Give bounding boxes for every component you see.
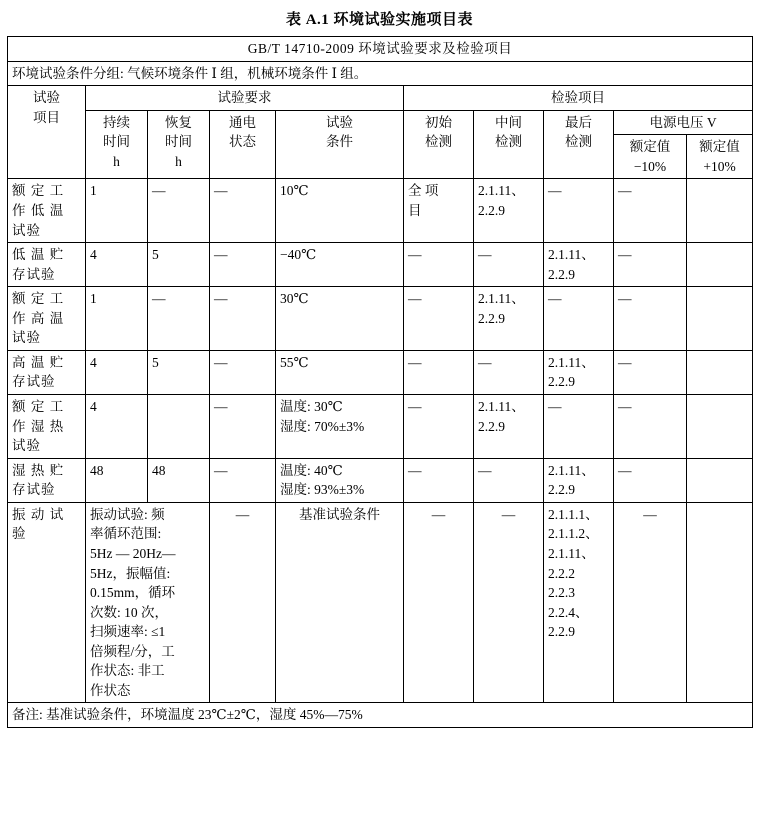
row-recovery [148, 395, 210, 459]
row-test-condition-line: 10℃ [280, 183, 309, 199]
row-vibration-line: 扫频速率: ≤1 [90, 624, 166, 640]
row-final-line: 2.1.11、 [548, 354, 595, 370]
row-middle-check [474, 287, 544, 351]
row-final-line: — [548, 291, 562, 307]
row-final-line: 2.2.4、 [548, 604, 589, 620]
row-initial-line: — [408, 291, 422, 307]
table-caption: 表 A.1 环境试验实施项目表 [285, 12, 474, 28]
row-item-line: 高 温 贮 [12, 354, 65, 370]
row-item-line: 存试验 [12, 266, 56, 282]
row-middle-line: 2.1.11、 [478, 399, 525, 414]
header-voltage-plus-line1: 额定值 [699, 139, 740, 155]
row-voltage-plus [687, 243, 753, 287]
row-voltage-plus [687, 502, 753, 703]
row-final-check [544, 458, 614, 502]
table-row [8, 350, 753, 394]
header-initial-check [404, 110, 474, 179]
row-initial-check [404, 179, 474, 243]
row-middle-line: — [478, 247, 492, 263]
row-item-line: 试验 [12, 330, 41, 346]
row-middle-line: 2.1.11、 [478, 183, 525, 199]
row-test-condition [276, 287, 404, 351]
header-row-1 [8, 86, 753, 111]
row-test-condition-line: 湿度: 93%±3% [280, 482, 365, 498]
header-voltage-minus-line1: 额定值 [629, 139, 671, 155]
row-item-line: 试验 [12, 222, 41, 238]
header-initial-check-line1: 初始 [425, 114, 452, 130]
header-test-item-line1: 试验 [33, 90, 60, 106]
row-item [8, 179, 86, 243]
row-initial-line: — [408, 354, 422, 370]
row-middle-check [474, 395, 544, 459]
row-final-line: 2.2.9 [548, 374, 575, 390]
header-power-state-line2: 状态 [229, 134, 256, 150]
row-item [8, 287, 86, 351]
row-initial-line: — [408, 399, 422, 414]
row-recovery: — [148, 179, 210, 243]
row-vibration-line: 率循环范围: [90, 526, 162, 542]
row-item-line: 作 湿 热 [12, 418, 65, 434]
row-test-condition-line: 温度: 40℃ [280, 462, 343, 478]
header-row-2 [8, 110, 753, 135]
row-item-line: 试验 [12, 438, 41, 454]
row-initial-check [404, 350, 474, 394]
row-middle-check [474, 458, 544, 502]
row-final-check [544, 179, 614, 243]
row-middle-line: — [478, 462, 492, 478]
row-item-line: 存试验 [12, 482, 56, 498]
table-row [8, 243, 753, 287]
row-vibration-line: 作状态: 非工 [90, 663, 165, 679]
table-row [8, 395, 753, 459]
header-duration [86, 110, 148, 179]
row-middle-line: 2.2.9 [478, 202, 505, 218]
header-test-condition-line1: 试验 [326, 114, 353, 130]
row-vibration-line: 5Hz，振幅值: [90, 565, 171, 581]
row-initial-check: — [404, 502, 474, 703]
row-vibration-line: 0.15mm，循环 [90, 585, 176, 601]
header-voltage-plus-line2: +10% [703, 158, 736, 174]
row-test-condition: 基准试验条件 [276, 502, 404, 703]
row-test-condition [276, 395, 404, 459]
row-final-line: 2.1.1.1、 [548, 506, 599, 522]
row-power-state: — [210, 458, 276, 502]
table-title: GB/T 14710-2009 环境试验要求及检验项目 [8, 37, 753, 62]
row-recovery: 48 [148, 458, 210, 502]
row-middle-line: 2.2.9 [478, 310, 505, 326]
header-power-state [210, 110, 276, 179]
row-duration: 4 [86, 243, 148, 287]
row-item-line: 存试验 [12, 374, 56, 390]
header-duration-unit: h [113, 153, 120, 169]
header-voltage-minus-line2: −10% [633, 158, 667, 174]
header-middle-check [474, 110, 544, 179]
row-vibration-line: 5Hz — 20Hz— [90, 545, 176, 561]
row-final-line: 2.1.11、 [548, 545, 595, 561]
row-initial-check [404, 395, 474, 459]
row-test-condition [276, 350, 404, 394]
header-recovery [148, 110, 210, 179]
row-duration: 4 [86, 350, 148, 394]
row-test-condition-line: 55℃ [280, 354, 309, 370]
row-vibration-parameters [86, 502, 210, 703]
row-item-line: 振 动 试 [12, 506, 65, 522]
row-vibration-line: 次数: 10 次， [90, 604, 169, 620]
table-row [8, 179, 753, 243]
table-row [8, 287, 753, 351]
row-item-line: 作 低 温 [12, 202, 65, 218]
header-middle-check-line1: 中间 [495, 114, 522, 130]
header-duration-line1: 持续 [103, 114, 130, 130]
row-voltage-plus [687, 179, 753, 243]
row-final-check [544, 395, 614, 459]
row-final-line: 2.1.11、 [548, 462, 595, 478]
row-vibration-line: 倍频程/分，工 [90, 643, 175, 659]
row-middle-check [474, 179, 544, 243]
row-initial-check [404, 243, 474, 287]
row-recovery: — [148, 287, 210, 351]
row-item [8, 458, 86, 502]
row-middle-line: — [478, 354, 492, 370]
row-initial-check [404, 287, 474, 351]
environmental-test-table [7, 36, 753, 728]
row-duration: 4 [86, 395, 148, 459]
header-recovery-line2: 时间 [165, 134, 192, 150]
row-initial-line: — [408, 462, 422, 478]
row-test-condition-line: 30℃ [280, 291, 309, 307]
row-final-line: 2.2.9 [548, 266, 575, 282]
row-final-line: 2.2.9 [548, 482, 575, 498]
row-vibration-line: 作状态 [90, 682, 131, 698]
row-voltage-minus: — [614, 395, 687, 459]
row-item [8, 502, 86, 703]
header-middle-check-line2: 检测 [495, 134, 522, 150]
row-voltage-minus: — [614, 458, 687, 502]
header-test-item [8, 86, 86, 179]
row-voltage-minus: — [614, 350, 687, 394]
row-voltage-minus: — [614, 287, 687, 351]
row-test-condition [276, 458, 404, 502]
row-item-line: 验 [12, 526, 27, 542]
row-item [8, 350, 86, 394]
header-test-requirements: 试验要求 [86, 86, 404, 111]
row-item-line: 额 定 工 [12, 399, 65, 414]
row-recovery: 5 [148, 350, 210, 394]
row-voltage-minus: — [614, 179, 687, 243]
row-initial-line: — [408, 247, 422, 263]
row-power-state: — [210, 350, 276, 394]
row-initial-check [404, 458, 474, 502]
header-test-item-line2: 项目 [33, 109, 60, 125]
header-recovery-unit: h [175, 153, 182, 169]
header-initial-check-line2: 检测 [425, 134, 452, 150]
row-power-state: — [210, 395, 276, 459]
table-title-row [8, 37, 753, 62]
row-final-check [544, 350, 614, 394]
row-test-condition [276, 179, 404, 243]
row-final-line: — [548, 399, 562, 414]
header-duration-line2: 时间 [103, 134, 130, 150]
row-item-line: 作 高 温 [12, 310, 65, 326]
header-final-check-line1: 最后 [565, 114, 592, 130]
row-final-check [544, 287, 614, 351]
row-final-line: 2.2.2 [548, 565, 575, 581]
row-final-line: 2.2.9 [548, 624, 575, 640]
row-final-check [544, 243, 614, 287]
header-power-state-line1: 通电 [229, 114, 256, 130]
table-note-row [8, 703, 753, 728]
row-item-line: 额 定 工 [12, 291, 65, 307]
row-item-line: 湿 热 贮 [12, 462, 65, 478]
row-recovery: 5 [148, 243, 210, 287]
row-final-check [544, 502, 614, 703]
row-middle-line: 2.2.9 [478, 418, 505, 434]
row-initial-line: 目 [408, 202, 422, 218]
row-duration: 1 [86, 287, 148, 351]
header-final-check-line2: 检测 [565, 134, 592, 150]
row-middle-check [474, 243, 544, 287]
row-middle-line: 2.1.11、 [478, 291, 525, 307]
row-voltage-plus [687, 458, 753, 502]
row-middle-check [474, 350, 544, 394]
header-final-check [544, 110, 614, 179]
row-initial-line: 全 项 [408, 183, 439, 199]
header-recovery-line1: 恢复 [165, 114, 192, 130]
row-item-line: 低 温 贮 [12, 247, 65, 263]
row-final-line: 2.1.11、 [548, 247, 595, 263]
row-power-state: — [210, 179, 276, 243]
row-final-line: — [548, 183, 562, 199]
header-inspection-items: 检验项目 [404, 86, 753, 111]
row-test-condition-line: −40℃ [280, 247, 317, 263]
row-middle-check: — [474, 502, 544, 703]
row-item-line: 额 定 工 [12, 183, 65, 199]
table-row [8, 458, 753, 502]
row-power-state: — [210, 502, 276, 703]
row-voltage-plus [687, 395, 753, 459]
row-voltage-plus [687, 287, 753, 351]
header-test-condition [276, 110, 404, 179]
header-supply-voltage: 电源电压 V [614, 110, 753, 135]
group-condition-text: 环境试验条件分组: 气候环境条件 Ⅰ 组，机械环境条件 Ⅰ 组。 [8, 61, 753, 86]
row-power-state: — [210, 287, 276, 351]
row-vibration-line: 振动试验: 频 [90, 506, 165, 522]
row-test-condition-line: 湿度: 70%±3% [280, 418, 365, 434]
row-final-line: 2.2.3 [548, 585, 575, 601]
row-item [8, 395, 86, 459]
table-row [8, 502, 753, 703]
row-voltage-minus: — [614, 502, 687, 703]
group-condition-row [8, 61, 753, 86]
row-item [8, 243, 86, 287]
row-duration: 48 [86, 458, 148, 502]
row-power-state: — [210, 243, 276, 287]
row-voltage-minus: — [614, 243, 687, 287]
table-note: 备注: 基准试验条件，环境温度 23℃±2℃，湿度 45%—75% [8, 703, 753, 728]
row-test-condition-line: 温度: 30℃ [280, 399, 343, 414]
header-test-condition-line2: 条件 [326, 134, 353, 150]
row-test-condition [276, 243, 404, 287]
row-final-line: 2.1.1.2、 [548, 526, 599, 542]
header-voltage-minus [614, 135, 687, 179]
row-duration: 1 [86, 179, 148, 243]
header-voltage-plus [687, 135, 753, 179]
row-voltage-plus [687, 350, 753, 394]
